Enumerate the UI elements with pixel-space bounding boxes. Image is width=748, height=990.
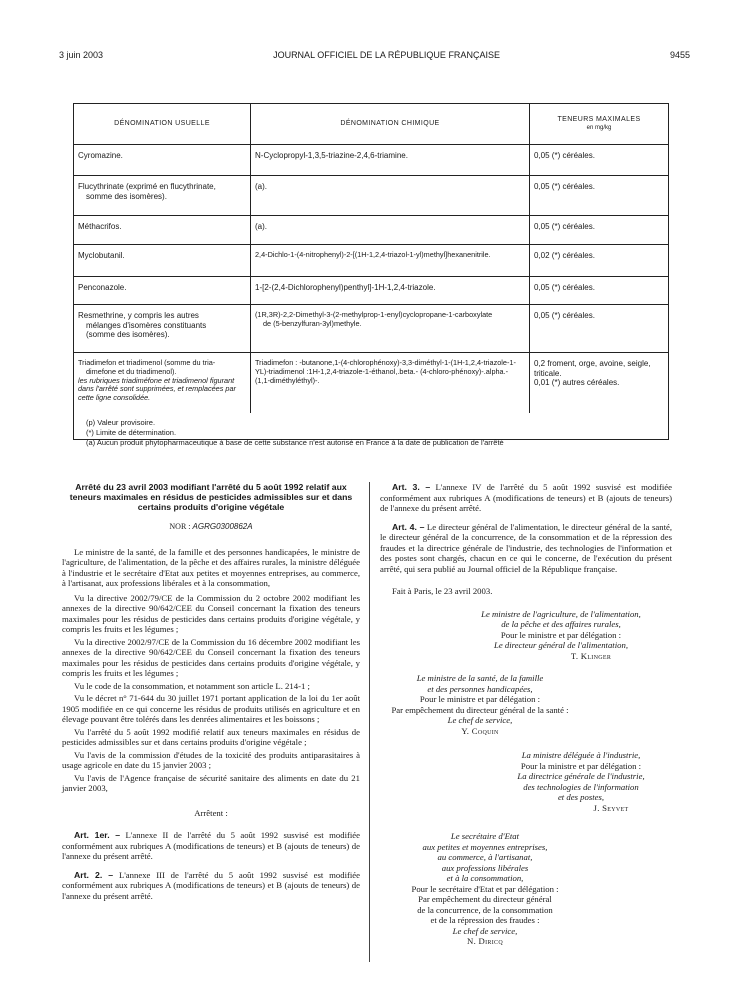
cell-chem: Triadimefon : -butanone,1-(4-chlorophénoxy)-3,3-diméthyl-1-(1H-1,2,4-triazole-1-YL)-triadimenol :1H-1,2,4-triazole-1-éthanol,.beta.- (4-chloro-phénoxy)-.alpha.- (1,1-diméthyléthyl)-. xyxy=(251,353,530,413)
cell-name: Resmethrine, y compris les autres mélanges d'isomères constituants (somme des isomères). xyxy=(74,305,251,353)
visa-paragraph: Vu l'avis de la commission d'études de la toxicité des produits antiparasitaires à usage agricole en date du 15 janvier 2003 ; xyxy=(62,749,360,770)
cell-teneur: 0,05 (*) céréales. xyxy=(530,216,669,245)
nor-reference: NOR : AGRG0300862A xyxy=(169,522,253,531)
visa-paragraph: Vu l'arrêté du 5 août 1992 modifié relatif aux teneurs maximales en résidus de pesticides admissibles sur et dans certains produits d'origine végétale ; xyxy=(62,726,360,747)
cell-teneur: 0,05 (*) céréales. xyxy=(530,277,669,305)
header-page-number: 9455 xyxy=(669,50,690,60)
col-header-max-levels: TENEURS MAXIMALES en mg/kg xyxy=(530,104,669,145)
cell-chem: (a). xyxy=(251,176,530,216)
cell-teneur: 0,05 (*) céréales. xyxy=(530,176,669,216)
table-row xyxy=(74,245,668,277)
table-row xyxy=(74,305,668,353)
cell-teneur: 0,05 (*) céréales. xyxy=(534,151,595,160)
decree-title: Arrêté du 23 avril 2003 modifiant l'arrêté du 5 août 1992 relatif aux teneurs maximales en résidus de pesticides admissibles sur et dans certains produits d'origine végétale xyxy=(69,482,353,512)
signature-commerce: Le secrétaire d'Etat aux petites et moyennes entreprises, au commerce, à l'artisanat, aux professions libérales et à la consommation, Pour le secrétaire d'Etat et par délégation : Par empêchement du directeur général de la concurrence, de la consommation et de la répression des fraudes : Le chef de service, N. Diricq xyxy=(411,831,559,946)
article-2: Art. 2. – L'annexe III de l'arrêté du 5 août 1992 susvisé est modifiée conformément aux rubriques A (modifications de teneurs) et B (ajouts de teneurs) de l'annexe du présent arrêté. xyxy=(62,869,361,901)
signature-agriculture: Le ministre de l'agriculture, de l'alimentation, de la pêche et des affaires rurales, Pour le ministre et par délégation : Le directeur général de l'alimentation, T. Klinger xyxy=(481,608,641,661)
col-header-chemical-name: DÉNOMINATION CHIMIQUE xyxy=(251,104,530,145)
cell-chem: 1-[2-(2,4-Dichlorophenyl)penthyl]-1H-1,2,4-triazole. xyxy=(251,277,530,305)
cell-chem: (1R,3R)-2,2-Dimethyl-3-(2-methylprop-1-enyl)cyclopropane-1-carboxylate de (5-benzylfuran-3yl)methyle. xyxy=(251,305,530,353)
header-journal: JOURNAL OFFICIEL DE LA RÉPUBLIQUE FRANÇAISE xyxy=(273,50,500,60)
article-1: Art. 1er. – L'annexe II de l'arrêté du 5 août 1992 susvisé est modifiée conformément aux rubriques A (modifications de teneurs) et B (ajouts de teneurs) de l'annexe du présent arrêté. xyxy=(62,830,360,861)
col-header-unit: en mg/kg xyxy=(586,124,612,131)
table-notes xyxy=(86,418,504,448)
note-limit: (*) Limite de détermination. xyxy=(86,428,177,437)
signature-health: Le ministre de la santé, de la famille et des personnes handicapées, Pour le ministre et par délégation : Par empêchement du directeur général de la santé : Le chef de service, Y. Coquin xyxy=(391,673,569,736)
article-3: Art. 3. – L'annexe IV de l'arrêté du 5 août 1992 susvisé est modifiée conformément aux rubriques A (modifications de teneurs) et B (ajouts de teneurs) de l'annexe du présent arrêté. xyxy=(380,482,672,513)
residue-table xyxy=(73,103,669,440)
table-row xyxy=(74,277,668,305)
table-row xyxy=(74,145,668,176)
signature-date: Fait à Paris, le 23 avril 2003. xyxy=(392,586,493,596)
cell-chem: N-Cyclopropyl-1,3,5-triazine-2,4,6-triamine. xyxy=(251,145,530,176)
cell-teneur: 0,02 (*) céréales. xyxy=(530,245,669,277)
cell-teneur: 0,2 froment, orge, avoine, seigle, triticale. 0,01 (*) autres céréales. xyxy=(530,353,669,413)
visa-paragraph: Vu l'avis de l'Agence française de sécurité sanitaire des aliments en date du 21 janvier 2003, xyxy=(62,772,360,793)
visa-paragraph: Vu le décret n° 71-644 du 30 juillet 1971 portant application de la loi du 1er août 1905 modifiée en ce qui concerne les résidus de produits utilisés en agriculture et en élevage pouvant être tolérés dans les denrées alimentaires et les boissons ; xyxy=(62,693,360,724)
cell-name: Myclobutanil. xyxy=(74,245,251,277)
cell-name: Cyromazine. xyxy=(74,145,251,176)
table-row xyxy=(74,353,668,413)
right-column xyxy=(380,482,672,947)
arretent-heading: Arrêtent : xyxy=(194,807,228,818)
visa-paragraph: Vu la directive 2002/79/CE de la Commission du 2 octobre 2002 modifiant les annexes de la directive 90/642/CEE du Conseil concernant la fixation des teneurs maximales pour les résidus de pesticides dans certains produits d'origine végétale, y compris les fruits et les légumes ; xyxy=(62,592,360,634)
page-header xyxy=(59,50,690,60)
visa-paragraph: Vu le code de la consommation, et notamment son article L. 214-1 ; xyxy=(74,680,310,691)
header-date: 3 juin 2003 xyxy=(59,50,104,60)
preamble: Le ministre de la santé, de la famille et des personnes handicapées, le ministre de l'agriculture, de l'alimentation, de la pêche et des affaires rurales, la ministre déléguée à l'industrie et le secrétaire d'Etat aux petites et moyennes entreprises, au commerce, à l'artisanat, aux professions libérales et à la consommation, xyxy=(62,546,360,588)
cell-name: Méthacrifos. xyxy=(74,216,251,245)
cell-chem: 2,4-Dichlo-1-(4-nitrophenyl)-2-[(1H-1,2,4-triazol-1-yl)methyl]hexanenitrile. xyxy=(251,245,530,277)
cell-name: Triadimefon et triadimenol (somme du tria- dimefone et du triadimenol). les rubriques triadiméfone et triadimenol figurant dans l'arrêté sont supprimées, et remplacées par cette ligne consolidée. xyxy=(74,353,251,413)
signature-industry: La ministre déléguée à l'industrie, Pour la ministre et par délégation : La directrice générale de l'industrie, des technologies de l'information et des postes, J. Seyvet xyxy=(517,750,645,813)
table-row xyxy=(74,176,668,216)
article-4: Art. 4. – Le directeur général de l'alimentation, le directeur général de la santé, le directeur général de la concurrence, de la consommation et de la répression des fraudes et la directrice générale de l'industrie, des technologies de l'information et des postes sont chargés, chacun en ce qui le concerne, de l'exécution du présent arrêté, qui sera publié au Journal officiel de la République française. xyxy=(380,521,673,574)
cell-chem: (a). xyxy=(251,216,530,245)
visa-paragraph: Vu la directive 2002/97/CE de la Commission du 16 décembre 2002 modifiant les annexes de la directive 90/642/CEE du Conseil concernant la fixation des teneurs maximales pour les résidus de pesticides dans certains produits d'origine végétale, y compris les fruits et les légumes ; xyxy=(62,636,360,678)
table-row xyxy=(74,216,668,245)
cell-teneur: 0,05 (*) céréales. xyxy=(530,305,669,353)
left-column xyxy=(62,482,360,901)
col-header-usual-name: DÉNOMINATION USUELLE xyxy=(74,104,251,145)
note-provisional: (p) Valeur provisoire. xyxy=(86,418,156,427)
note-no-product: (a) Aucun produit phytopharmaceutique à base de cette substance n'est autorisé en France à la date de publication de l'arrêté xyxy=(86,438,504,447)
table-header-row xyxy=(74,104,668,145)
cell-name: Flucythrinate (exprimé en flucythrinate, somme des isomères). xyxy=(74,176,251,216)
cell-name: Penconazole. xyxy=(74,277,251,305)
